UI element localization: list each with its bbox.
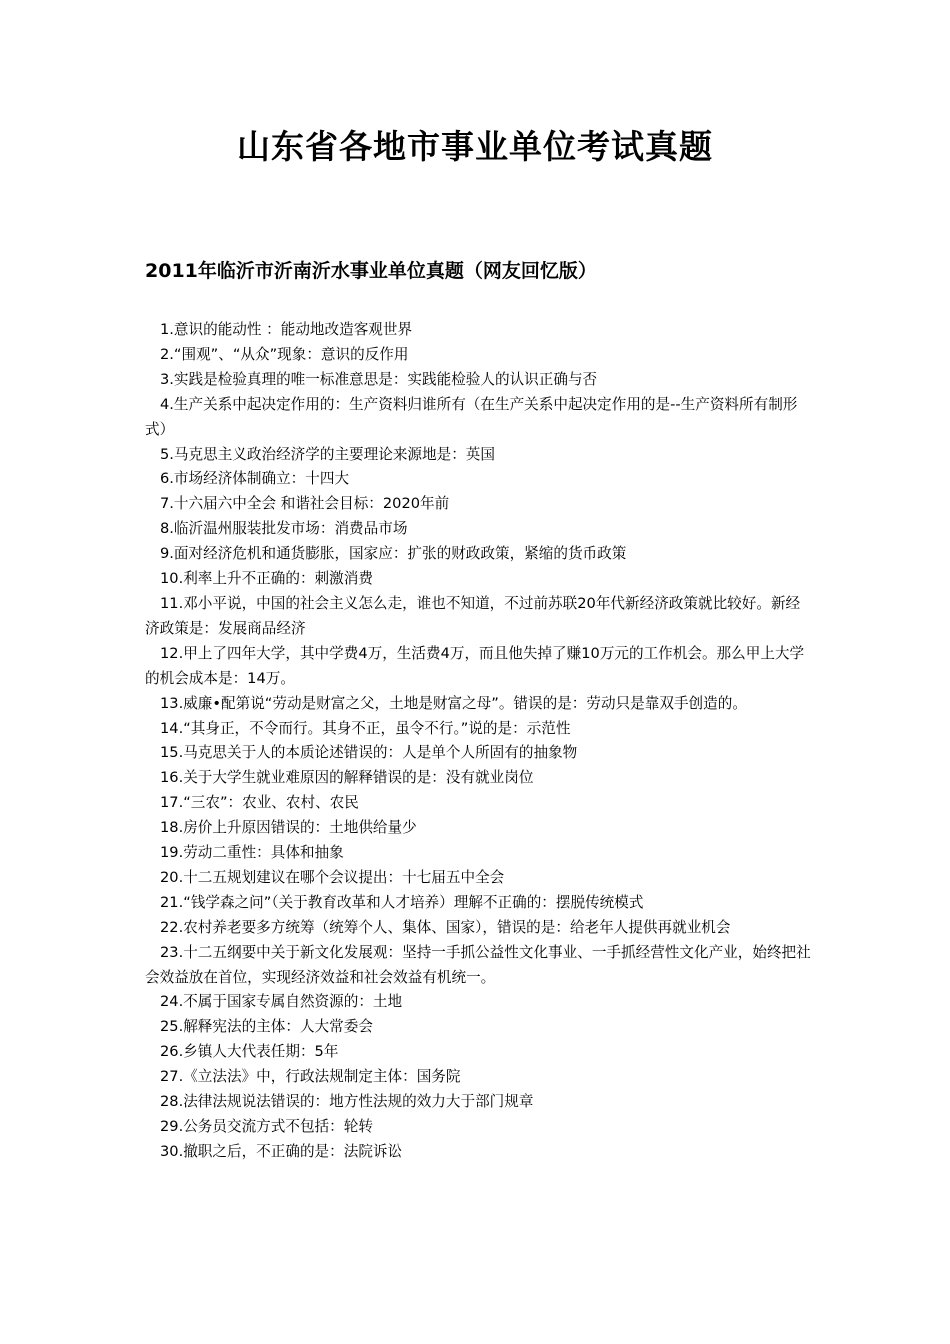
question-list: [145, 318, 813, 1165]
question-item: 4.生产关系中起决定作用的：生产资料归谁所有（在生产关系中起决定作用的是--生产资料所有制形式）: [145, 395, 798, 438]
question-item: 11.邓小平说，中国的社会主义怎么走，谁也不知道，不过前苏联20年代新经济政策就比较好。新经济政策是：发展商品经济: [145, 594, 801, 637]
question-item: 16.关于大学生就业难原因的解释错误的是：没有就业岗位: [160, 769, 534, 787]
question-item: 26.乡镇人大代表任期：5年: [160, 1043, 339, 1061]
question-item: 30.撤职之后，不正确的是：法院诉讼: [160, 1142, 403, 1160]
document-title: 山东省各地市事业单位考试真题: [237, 127, 713, 166]
question-item: 24.不属于国家专属自然资源的：土地: [160, 993, 403, 1011]
question-item: 2.“围观”、“从众”现象：意识的反作用: [160, 345, 409, 363]
question-item: 9.面对经济危机和通货膨胀，国家应：扩张的财政政策，紧缩的货币政策: [160, 545, 627, 563]
question-item: 15.马克思关于人的本质论述错误的：人是单个人所固有的抽象物: [160, 744, 578, 762]
question-item: 14.“其身正，不令而行。其身不正，虽令不行。”说的是：示范性: [160, 719, 571, 737]
question-item: 3.实践是检验真理的唯一标准意思是：实践能检验人的认识正确与否: [160, 370, 598, 388]
question-item: 22.农村养老要多方统筹（统筹个人、集体、国家），错误的是：给老年人提供再就业机会: [160, 918, 731, 936]
question-item: 19.劳动二重性：具体和抽象: [160, 844, 344, 862]
question-item: 13.威廉•配第说“劳动是财富之父，土地是财富之母”。错误的是：劳动只是靠双手创造的。: [160, 694, 747, 712]
question-item: 20.十二五规划建议在哪个会议提出：十七届五中全会: [160, 868, 505, 886]
question-item: 25.解释宪法的主体：人大常委会: [160, 1018, 373, 1036]
question-item: 17.“三农”：农业、农村、农民: [160, 794, 359, 812]
question-item: 21.“钱学森之问”（关于教育改革和人才培养）理解不正确的：摆脱传统模式: [160, 893, 644, 911]
question-item: 10.利率上升不正确的：刺激消费: [160, 570, 373, 588]
question-item: 29.公务员交流方式不包括：轮转: [160, 1118, 373, 1135]
section-title: 2011年临沂市沂南沂水事业单位真题（网友回忆版）: [145, 260, 597, 282]
question-item: 5.马克思主义政治经济学的主要理论来源地是：英国: [160, 445, 495, 463]
question-item: 6.市场经济体制确立：十四大: [160, 470, 350, 488]
question-item: 1.意识的能动性 ：能动地改造客观世界: [160, 321, 413, 338]
question-item: 18.房价上升原因错误的：土地供给量少: [160, 819, 417, 837]
question-item: 7.十六届六中全会 和谐社会目标：2020年前: [160, 495, 450, 513]
question-item: 12.甲上了四年大学，其中学费4万，生活费4万，而且他失掉了赚10万元的工作机会。那么甲上大学的机会成本是：14万。: [145, 644, 805, 687]
question-item: 8.临沂温州服装批发市场：消费品市场: [160, 520, 408, 538]
question-item: 23.十二五纲要中关于新文化发展观：坚持一手抓公益性文化事业、一手抓经营性文化产业，始终把社会效益放在首位，实现经济效益和社会效益有机统一。: [145, 943, 811, 986]
question-item: 28.法律法规说法错误的：地方性法规的效力大于部门规章: [160, 1093, 534, 1111]
question-item: 27.《立法法》中，行政法规制定主体：国务院: [160, 1068, 461, 1086]
